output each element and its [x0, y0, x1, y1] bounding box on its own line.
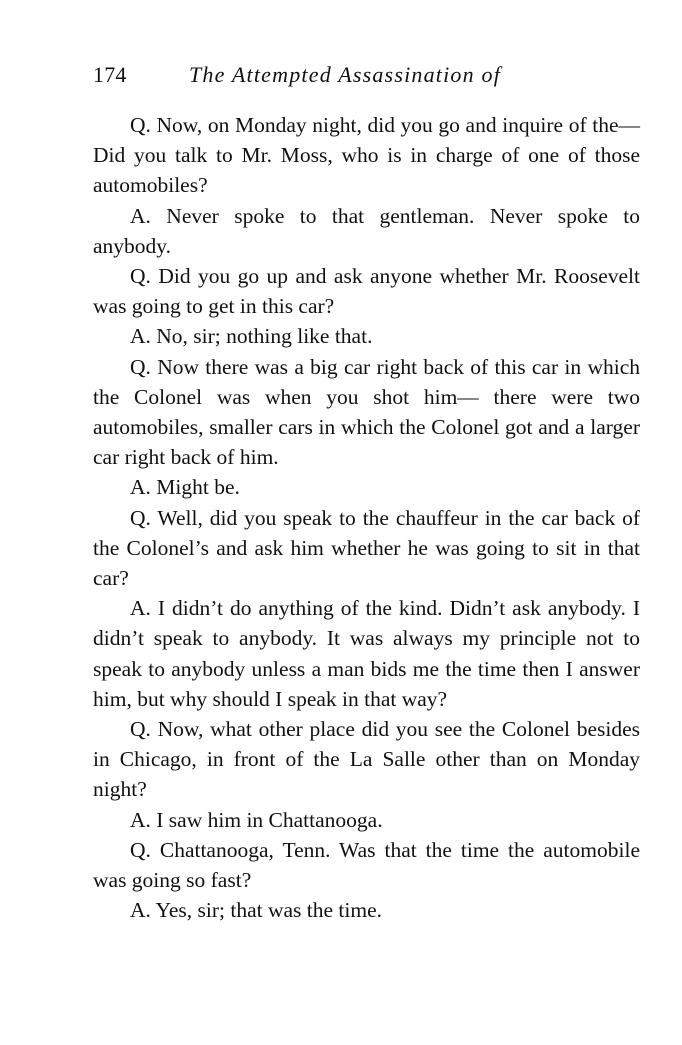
page-header	[93, 62, 643, 92]
paragraph-question: Q. Now, on Monday night, did you go and inquire of the—Did you talk to Mr. Moss, who is in charge of one of those automobiles?	[93, 113, 640, 198]
paragraph-question: Q. Chattanooga, Tenn. Was that the time the automobile was going so fast?	[93, 837, 640, 893]
running-title: The Attempted Assassination of	[189, 62, 502, 87]
page-number: 174	[93, 62, 127, 87]
paragraph-answer: A. I didn’t do anything of the kind. Didn’t ask anybody. I didn’t speak to anybody. It was always my principle not to speak to anybody unless a man bids me the time then I answer him, but why should I speak in that way?	[93, 596, 640, 711]
paragraph-answer: A. Never spoke to that gentleman. Never spoke to anybody.	[93, 203, 640, 258]
paragraph-question: Q. Did you go up and ask anyone whether Mr. Roosevelt was going to get in this car?	[93, 264, 640, 319]
transcript-body	[93, 110, 640, 925]
paragraph-answer: A. Might be.	[130, 475, 240, 500]
paragraph-answer: A. I saw him in Chattanooga.	[130, 807, 383, 832]
paragraph-question: Q. Well, did you speak to the chauffeur in the car back of the Colonel’s and ask him whether he was going to sit in that car?	[93, 505, 640, 591]
paragraph-question: Q. Now, what other place did you see the Colonel besides in Chicago, in front of the La Salle other than on Monday night?	[93, 717, 640, 802]
paragraph-question: Q. Now there was a big car right back of this car in which the Colonel was when you shot him— there were two automobiles, smaller cars in which the Colonel got and a larger car right back of him.	[93, 354, 640, 470]
paragraph-answer: A. Yes, sir; that was the time.	[130, 898, 383, 923]
paragraph-answer: A. No, sir; nothing like that.	[130, 324, 373, 349]
